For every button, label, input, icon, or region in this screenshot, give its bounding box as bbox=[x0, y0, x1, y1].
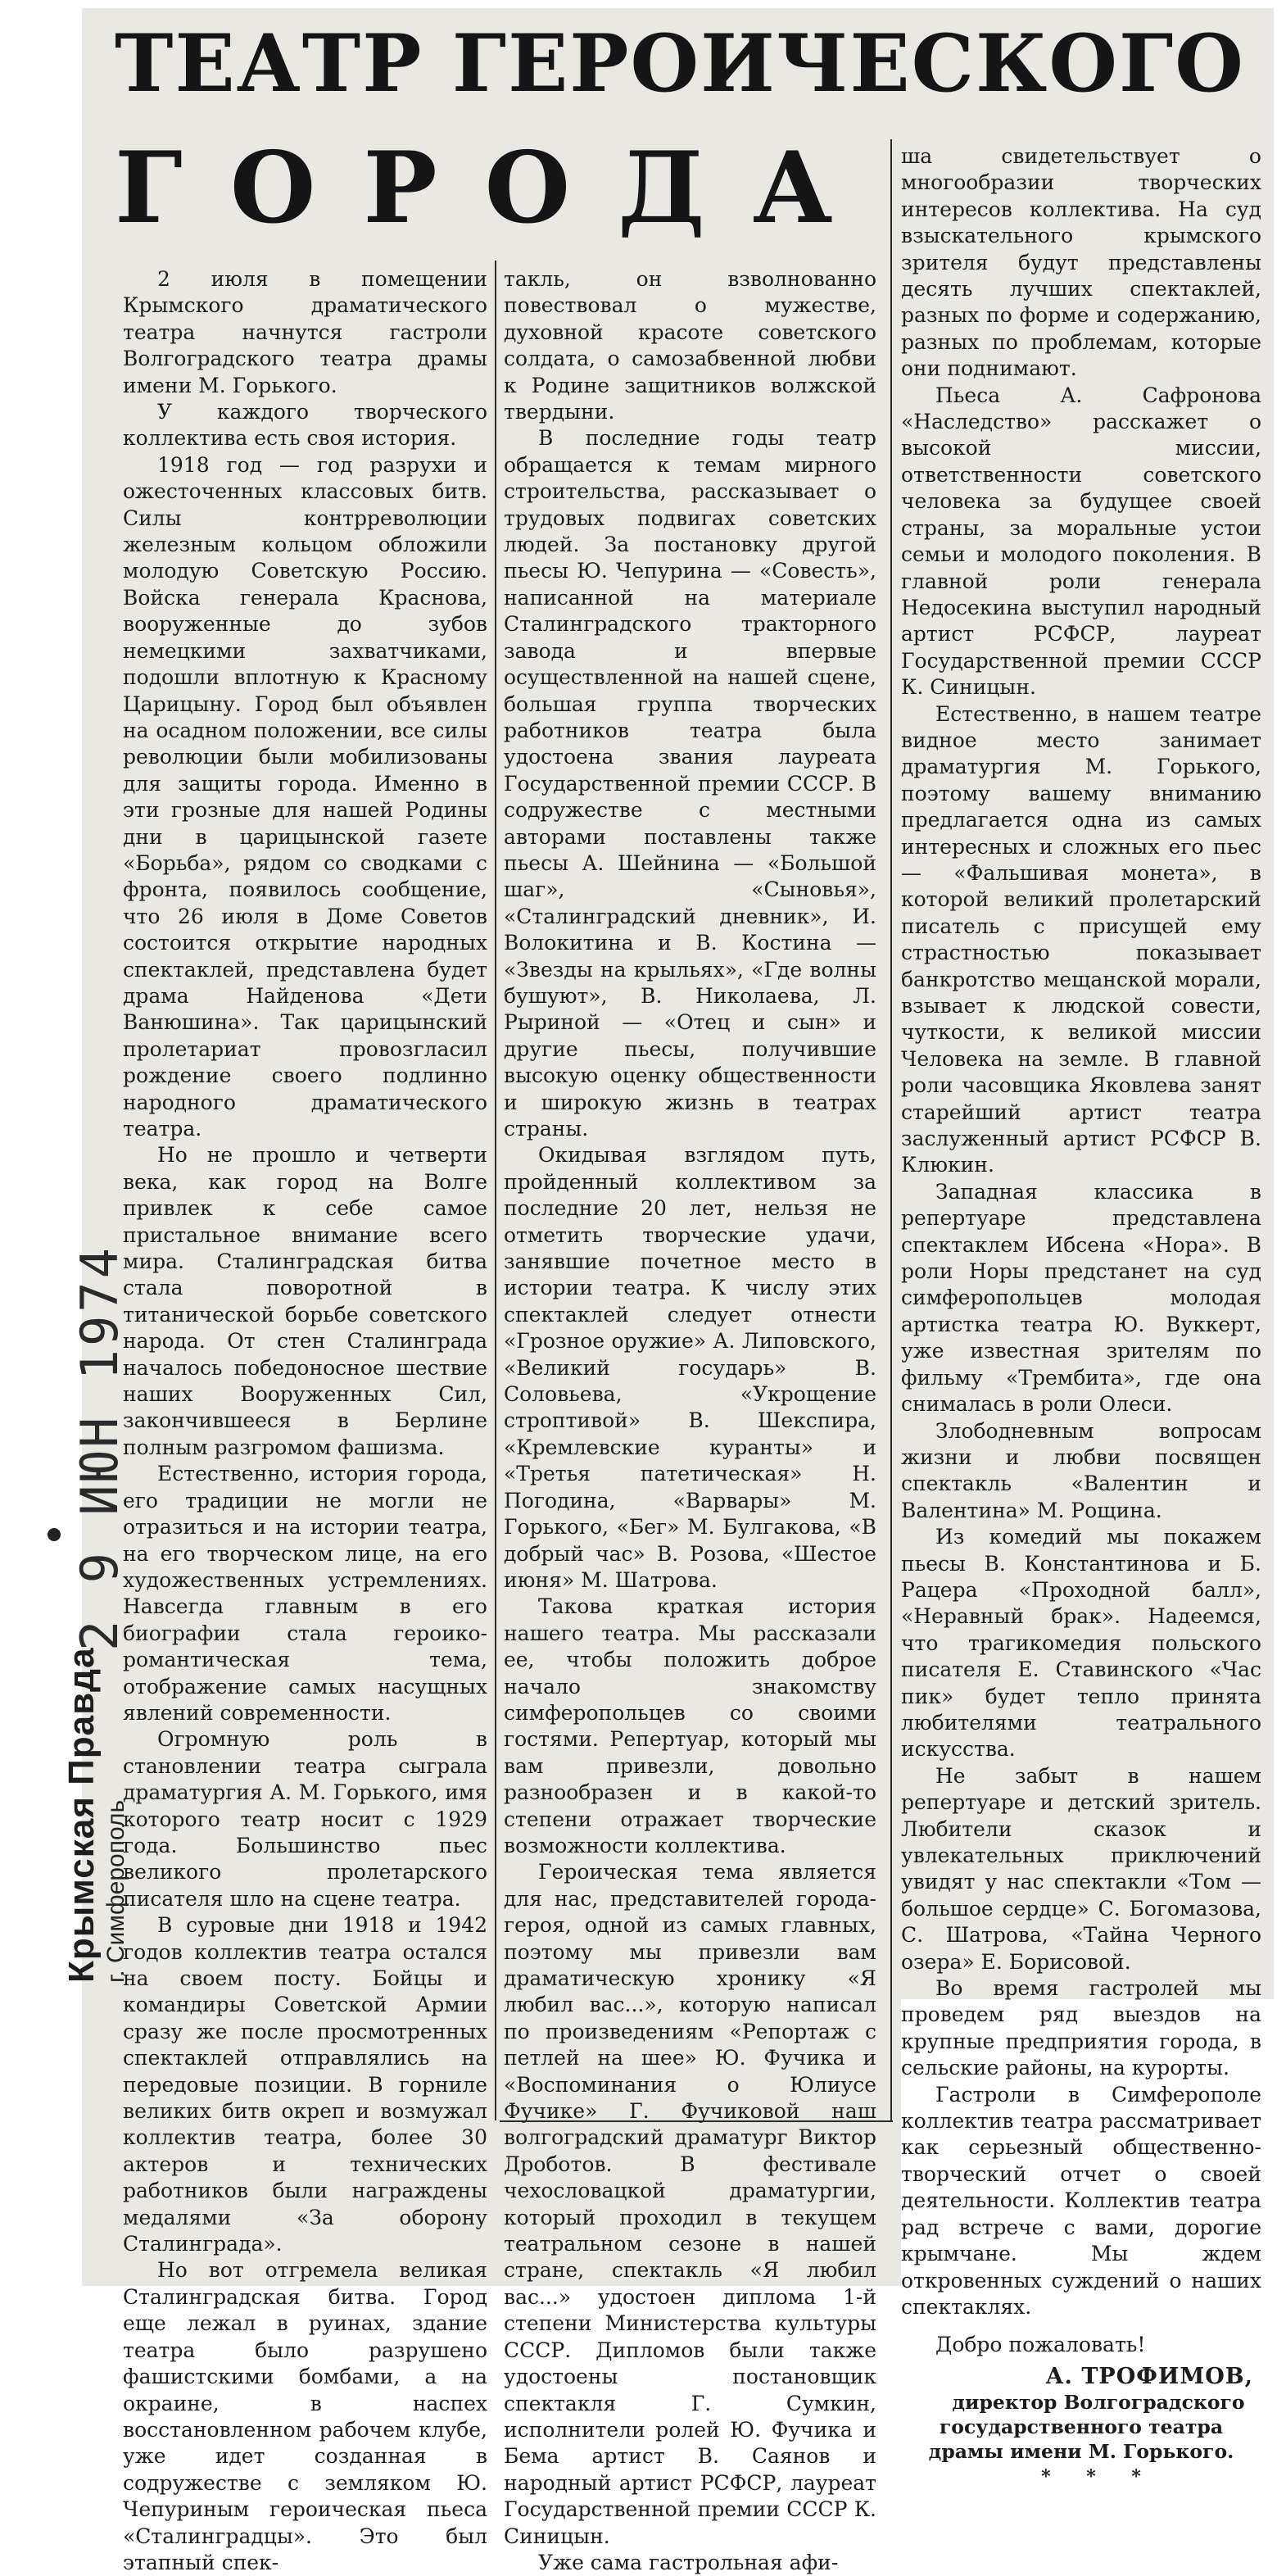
signoff bbox=[901, 2332, 1261, 2490]
newspaper-name: Крымская Правда bbox=[61, 1647, 102, 1983]
article-paragraph: Героическая тема является для нас, представителей города-героя, одной из самых главных, поэтому мы привезли вам драматическую хронику «Я любил вас...», которую написал по произведениям «Репортаж с петлей на шее» Ю. Фучика и «Воспоминания о Юлиусе Фучике» Г. Фучиковой наш волгоградский драматург Виктор Дроботов. В фестивале чехословацкой драматургии, который проходил в текущем театральном сезоне в нашей стране, спектакль «Я любил вас...» удостоен диплома 1-й степени Министерства культуры СССР. Дипломов были также удостоены постановщик спектакля Г. Сумкин, исполнители ролей Ю. Фучика и Бема артист В. Саянов и народный артист РСФСР, лауреат Государственной премии СССР К. Синицын. bbox=[504, 1860, 876, 2548]
article-paragraph: Огромную роль в становлении театра сыграла драматургия А. М. Горького, имя которого театр носит с 1929 года. Большинство пьес великого пролетарского писателя шло на сцене театра. bbox=[123, 1727, 487, 1911]
article-paragraph: такль, он взволнованно повествовал о мужестве, духовной красоте советского солдата, о самозабвенной любви к Родине защитников волжской твердыни. bbox=[504, 267, 876, 424]
article-paragraph: Естественно, история города, его традиции не могли не отразиться и на истории театра, на его творческом лице, на его художественных устремлениях. Навсегда главным в его биографии стала героико-романтическая тема, отображение самых насущных явлений современности. bbox=[123, 1462, 487, 1725]
article-paragraph: В суровые дни 1918 и 1942 годов коллектив театра остался на своем посту. Бойцы и командиры Советской Армии сразу же после просмотренных спектаклей отправлялись на передовые позиции. В горниле великих битв окреп и возмужал коллектив театра, более 30 актеров и технических работников были награждены медалями «За оборону Сталинграда». bbox=[123, 1913, 487, 2256]
column-rule-2 bbox=[890, 139, 892, 2122]
article-paragraph: Во время гастролей мы проведем ряд выездов на крупные предприятия города, в сельские районы, на курорты. bbox=[901, 1976, 1261, 2080]
article-paragraph: Но вот отгремела великая Сталинградская битва. Город еще лежал в руинах, здание театра было разрушено фашистскими бомбами, а на окраине, в наспех восстановленном рабочем клубе, уже идет созданная в содружестве с земляком Ю. Чепуриным героическая пьеса «Сталинградцы». Это был этапный спек- bbox=[123, 2258, 487, 2574]
article-paragraph: В последние годы театр обращается к темам мирного строительства, рассказывает о трудовых подвигах советских людей. За постановку другой пьесы Ю. Чепурина — «Совесть», написанной на материале Сталинградского тракторного завода и впервые осуществленной на нашей сцене, большая группа творческих работников театра была удостоена звания лауреата Государственной премии СССР. В содружестве с местными авторами поставлены также пьесы А. Шейнина — «Большой шаг», «Сыновья», «Сталинградский дневник», И. Волокитина и В. Костина — «Звезды на крыльях», «Где волны бушуют», В. Николаева, Л. Рыриной — «Отец и сын» и другие пьесы, получившие высокую оценку общественности и широкую жизнь в театрах страны. bbox=[504, 426, 876, 1141]
ink-mark-icon bbox=[48, 1528, 61, 1541]
article-paragraph: Злободневным вопросам жизни и любви посвящен спектакль «Валентин и Валентина» М. Рощина. bbox=[901, 1418, 1261, 1522]
article-paragraph: Из комедий мы покажем пьесы В. Константинова и Б. Рацера «Проходной балл», «Неравный брак». Надеемся, что трагикомедия польского писателя Е. Ставинского «Час пик» будет тепло принята любителями театрального искусства. bbox=[901, 1525, 1261, 1762]
headline-line-2: ГОРОДА bbox=[115, 130, 881, 246]
article-paragraph: У каждого творческого коллектива есть своя история. bbox=[123, 400, 487, 451]
headline-line-1: ТЕАТР ГЕРОИЧЕСКОГО bbox=[115, 17, 1245, 110]
article-paragraph: Окидывая взглядом путь, пройденный коллективом за последние 20 лет, нельзя не отметить творческие удачи, занявшие почетное место в истории театра. К числу этих спектаклей следует отнести «Грозное оружие» А. Липовского, «Великий государь» В. Соловьева, «Укрощение строптивой» В. Шекспира, «Кремлевские куранты» и «Третья патетическая» Н. Погодина, «Варвары» М. Горького, «Бег» М. Булгакова, «В добрый час» В. Розова, «Шестое июня» М. Шатрова. bbox=[504, 1143, 876, 1592]
author-position: директор Волгоградского государственного театра драмы имени М. Горького. bbox=[928, 2391, 1245, 2464]
article-paragraph: 1918 год — год разрухи и ожесточенных классовых битв. Силы контрреволюции железным кольцом обложили молодую Советскую Россию. Войска генерала Краснова, вооруженные до зубов немецкими захватчиками, подошли вплотную к Красному Царицыну. Город был объявлен на осадном положении, все силы революции были мобилизованы для защиты города. Именно в эти грозные для нашей Родины дни в царицынской газете «Борьба», рядом со сводками с фронта, появилось сообщение, что 26 июля в Доме Советов состоится открытие народных спектаклей, представлена будет драма Найденова «Дети Ванюшина». Так царицынский пролетариат провозгласил рождение своего подлинно народного драматического театра. bbox=[123, 452, 487, 1141]
article-column-2 bbox=[504, 266, 876, 2576]
article-paragraph: Уже сама гастрольная афи- bbox=[538, 2550, 839, 2574]
article-paragraph: Но не прошло и четверти века, как город на Волге привлек к себе самое пристальное внимание всего мира. Сталинградская битва стала поворотной в титанической борьбе советского народа. От стен Сталинграда началось победоносное шествие наших Вооруженных Сил, закончившееся в Берлине полным разгромом фашизма. bbox=[123, 1143, 487, 1459]
newspaper-name-stamp bbox=[61, 1647, 102, 1983]
closing-stars: * * * bbox=[1041, 2466, 1156, 2488]
signoff-welcome: Добро пожаловать! bbox=[935, 2333, 1146, 2357]
article-paragraph: Не забыт в нашем репертуаре и детский зритель. Любители сказок и увлекательных приключений увидят у нас спектакли «Том — большое сердце» С. Богомазова, С. Шатрова, «Тайна Черного озера» Е. Борисовой. bbox=[901, 1763, 1261, 1974]
column-rule-1 bbox=[495, 261, 496, 2120]
city-stamp: г. Симферополь bbox=[102, 1799, 129, 1983]
article-paragraph: Гастроли в Симферополе коллектив театра рассматривает как серьезный общественно-творческий отчет о своей деятельности. Коллектив театра рад встрече с вами, дорогие крымчане. Мы ждем откровенных суждений о наших спектаклях. bbox=[901, 2082, 1261, 2319]
article-column-1 bbox=[123, 266, 487, 2576]
article-paragraph: 2 июля в помещении Крымского драматического театра начнутся гастроли Волгоградского театра драмы имени М. Горького. bbox=[123, 267, 487, 397]
article-column-3-body bbox=[901, 143, 1261, 2320]
article-paragraph: Западная классика в репертуаре представлена спектаклем Ибсена «Нора». В роли Норы предстанет на суд симферопольцев молодая артистка театра Ю. Вуккерт, уже известная зрителям по фильму «Трембита», где она снималась в роли Олеси. bbox=[901, 1179, 1261, 1417]
article-paragraph: Пьеса А. Сафронова «Наследство» расскажет о высокой миссии, ответственности советского человека за будущее своей страны, за моральные устои семьи и молодого поколения. В главной роли генерала Недосекина выступил народный артист РСФСР, лауреат Государственной премии СССР К. Синицын. bbox=[901, 383, 1261, 700]
article-paragraph: Такова краткая история нашего театра. Мы рассказали ее, чтобы положить доброе начало знакомству симферопольцев со своими гостями. Репертуар, который мы вам привезли, довольно разнообразен и в какой-то степени отражает творческие возможности коллектива. bbox=[504, 1594, 876, 1857]
article-paragraph: ша свидетельствует о многообразии творческих интересов коллектива. На суд взыскательного крымского зрителя будут представлены десять лучших спектаклей, разных по форме и содержанию, разных по проблемам, которые они поднимают. bbox=[901, 144, 1261, 381]
article-column-3 bbox=[901, 143, 1261, 2491]
article-paragraph: Естественно, в нашем театре видное место занимает драматургия М. Горького, поэтому вашему вниманию предлагается одна из самых интересных и сложных его пьес— «Фальшивая монета», в которой великий пролетарский писатель с присущей ему страстностью показывает банкротство мещанской морали, взывает к людской совести, чуткости, к великой миссии Человека на земле. В главной роли часовщика Яковлева занят старейший артист театра заслуженный артист РСФСР В. Клюкин. bbox=[901, 701, 1261, 1177]
date-stamp: 2 9 ИЮН 1974 bbox=[70, 1245, 129, 1651]
author-name: А. ТРОФИМОВ, bbox=[1045, 2363, 1253, 2389]
